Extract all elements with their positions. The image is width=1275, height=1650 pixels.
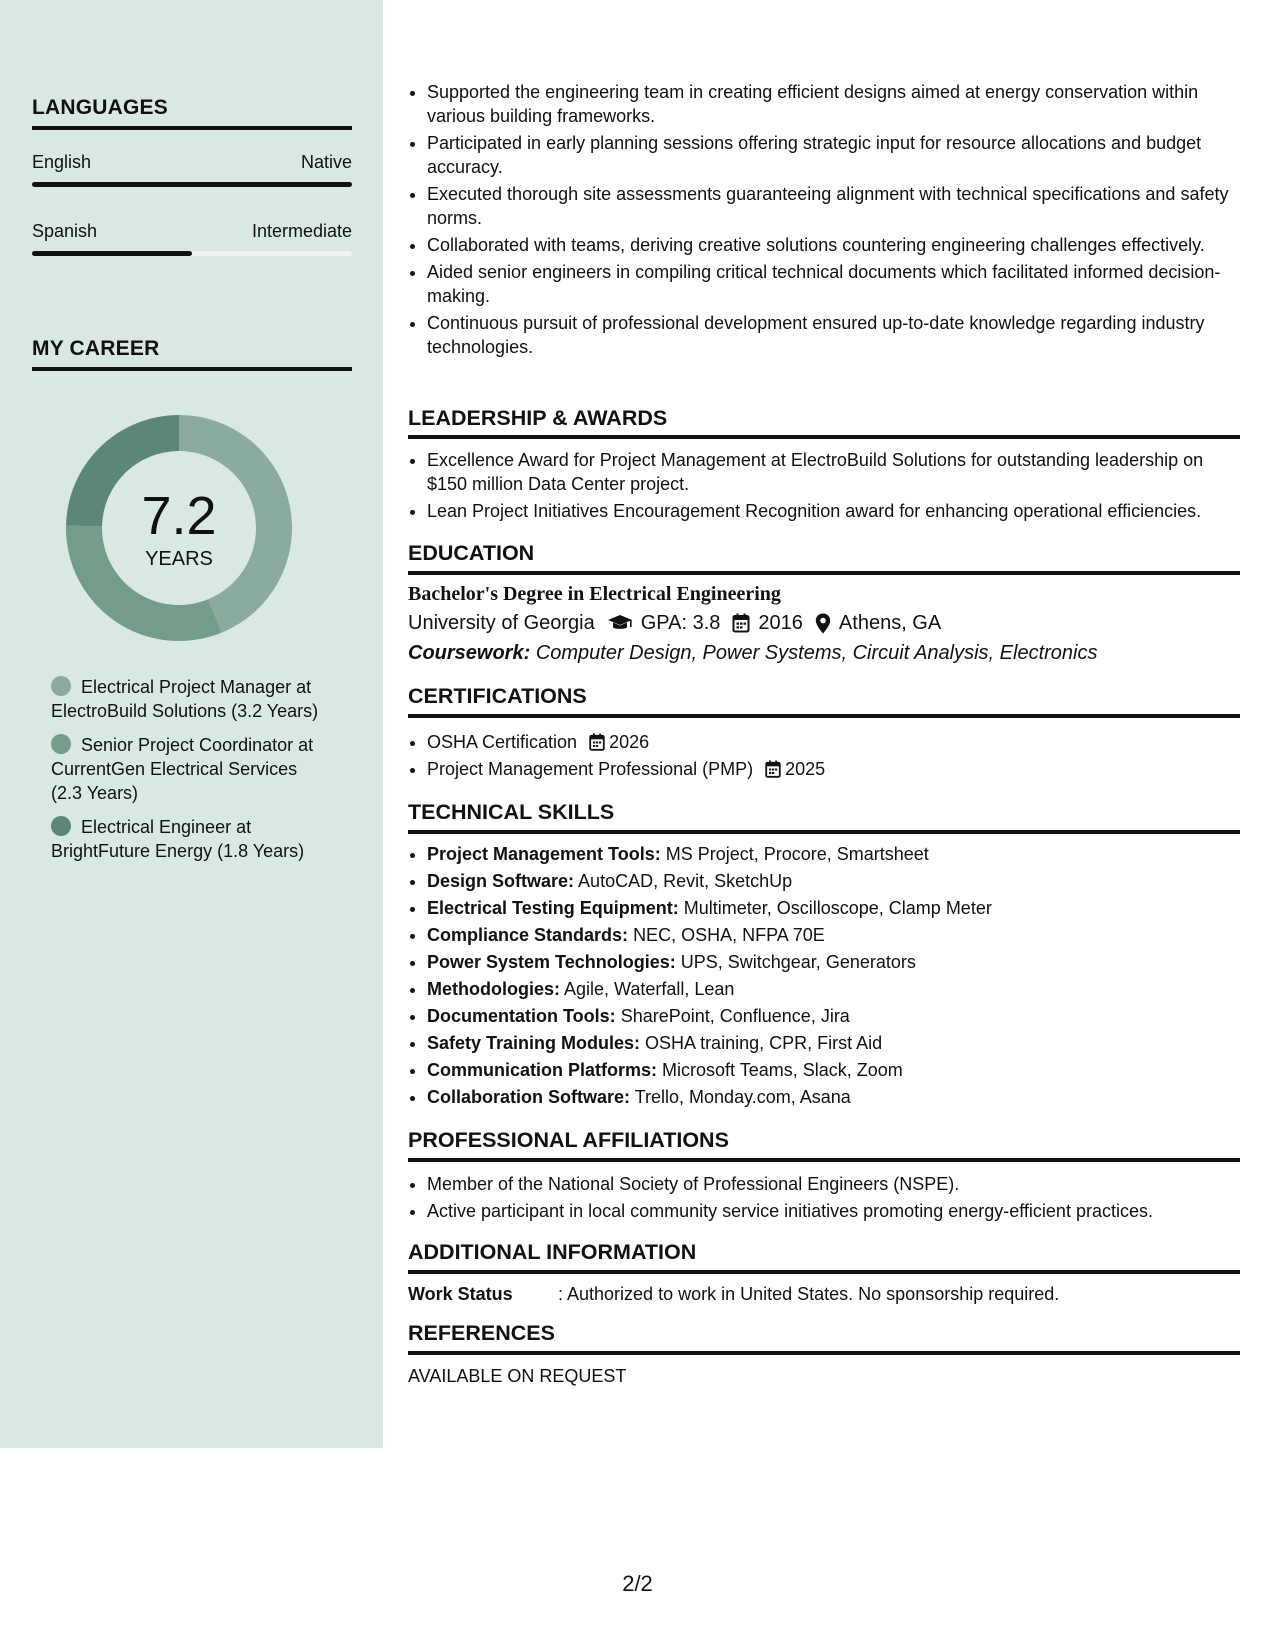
career-rule [32,367,352,371]
languages-rule [32,126,352,130]
career-list [51,675,331,873]
certification-year: 2026 [609,732,650,752]
career-item [51,815,331,863]
award-item: • Lean Project Initiatives Encouragement Recognition award for enhancing operational efficiencies. [427,499,1240,523]
experience-bullet: • Participated in early planning sessions offering strategic input for resource allocations and budget accuracy. [427,131,1240,179]
skill-label: Design Software: [427,871,575,891]
experience-bullets [408,80,1240,362]
skill-value: Trello, Monday.com, Asana [634,1087,851,1107]
award-item: • Excellence Award for Project Management at ElectroBuild Solutions for outstanding leadership on $150 million Data Center project. [427,448,1240,496]
skill-value: OSHA training, CPR, First Aid [645,1033,883,1053]
certification-year: 2025 [785,759,826,779]
language-name: English [32,152,92,172]
career-total-unit: YEARS [145,548,213,570]
skills-rule [408,830,1240,834]
education-year: 2016 [758,612,803,634]
language-proficiency-bar [32,251,352,256]
experience-bullet: • Continuous pursuit of professional development ensured up-to-date knowledge regarding industry technologies. [427,311,1240,359]
skill-label: Documentation Tools: [427,1006,616,1026]
education-degree: Bachelor's Degree in Electrical Engineering [408,583,781,605]
references-text: AVAILABLE ON REQUEST [408,1366,627,1386]
experience-bullet: • Executed thorough site assessments guaranteeing alignment with technical specifications and safety norms. [427,182,1240,230]
skill-value: Multimeter, Oscilloscope, Clamp Meter [683,898,992,918]
skill-label: Collaboration Software: [427,1087,631,1107]
career-item-text: Electrical Engineer at BrightFuture Energy (1.8 Years) [51,817,305,861]
legend-dot-icon [51,676,71,696]
skill-value: UPS, Switchgear, Generators [680,952,916,972]
career-donut-chart [66,415,292,641]
legend-dot-icon [51,816,71,836]
leadership-heading: LEADERSHIP & AWARDS [408,406,668,430]
affiliations-rule [408,1158,1240,1162]
language-level: Native [300,152,352,172]
references-rule [408,1351,1240,1355]
certifications-list [408,730,1240,784]
skill-item [427,1004,1240,1028]
skill-label: Safety Training Modules: [427,1033,641,1053]
education-details [408,611,1240,635]
work-status-value: : Authorized to work in United States. No sponsorship required. [558,1284,1060,1304]
coursework-value: Computer Design, Power Systems, Circuit Analysis, Electronics [535,642,1098,664]
references-heading: REFERENCES [408,1321,555,1345]
language-proficiency-fill [32,251,192,256]
leadership-list [408,448,1240,526]
experience-bullet: • Supported the engineering team in creating efficient designs aimed at energy conservation within various building frameworks. [427,80,1240,128]
career-item [51,675,331,723]
education-entry [408,582,1240,665]
affiliations-heading: PROFESSIONAL AFFILIATIONS [408,1128,729,1152]
skill-value: NEC, OSHA, NFPA 70E [633,925,825,945]
experience-bullet: • Aided senior engineers in compiling critical technical documents which facilitated informed decision-making. [427,260,1240,308]
education-heading: EDUCATION [408,541,535,565]
certification-item [427,757,1240,781]
skill-item [427,950,1240,974]
certification-item [427,730,1240,754]
education-coursework [408,641,1240,665]
skill-item [427,842,1240,866]
skill-label: Communication Platforms: [427,1060,658,1080]
calendar-icon [589,733,605,751]
career-donut-center [66,415,292,641]
career-item-text: Electrical Project Manager at ElectroBuild Solutions (3.2 Years) [51,677,319,721]
work-status-row [408,1282,1240,1306]
career-item-text: Senior Project Coordinator at CurrentGen Electrical Services (2.3 Years) [51,735,314,803]
language-proficiency-fill [32,182,352,187]
language-english [32,152,352,187]
career-heading: MY CAREER [32,337,160,360]
affiliations-list [408,1172,1240,1226]
certifications-heading: CERTIFICATIONS [408,684,587,708]
affiliation-item: • Member of the National Society of Professional Engineers (NSPE). [427,1172,1240,1196]
language-name: Spanish [32,221,98,241]
skill-label: Electrical Testing Equipment: [427,898,679,918]
coursework-label: Coursework: [408,642,531,664]
skill-value: Microsoft Teams, Slack, Zoom [662,1060,903,1080]
career-section [32,337,352,371]
education-location: Athens, GA [838,612,942,634]
education-rule [408,571,1240,575]
skill-item [427,1031,1240,1055]
calendar-icon [765,760,781,778]
page-number: 2/2 [622,1571,653,1596]
skill-item [427,869,1240,893]
skill-item [427,1085,1240,1109]
languages-heading: LANGUAGES [32,96,168,119]
graduation-cap-icon [607,614,633,632]
skill-item [427,1058,1240,1082]
additional-info-heading: ADDITIONAL INFORMATION [408,1240,697,1264]
skills-list [408,842,1240,1112]
leadership-rule [408,435,1240,439]
language-spanish [32,221,352,256]
career-total-years: 7.2 [141,486,217,546]
affiliation-item: • Active participant in local community service initiatives promoting energy-efficient practices. [427,1199,1240,1223]
skill-value: AutoCAD, Revit, SketchUp [578,871,793,891]
sidebar [0,0,383,1448]
certification-name: OSHA Certification [427,732,578,752]
legend-dot-icon [51,734,71,754]
skills-heading: TECHNICAL SKILLS [408,800,615,824]
location-pin-icon [815,613,831,634]
skill-label: Methodologies: [427,979,560,999]
language-proficiency-bar [32,182,352,187]
skill-item [427,923,1240,947]
languages-section [32,96,352,130]
skill-item [427,977,1240,1001]
work-status-label: Work Status [408,1284,513,1304]
skill-label: Compliance Standards: [427,925,629,945]
calendar-icon [732,613,750,633]
skill-value: Agile, Waterfall, Lean [564,979,735,999]
career-item [51,733,331,805]
skill-label: Project Management Tools: [427,844,661,864]
certifications-rule [408,714,1240,718]
skill-item [427,896,1240,920]
education-gpa: GPA: 3.8 [640,612,721,634]
language-level: Intermediate [251,221,352,241]
skill-value: SharePoint, Confluence, Jira [620,1006,850,1026]
experience-bullet: • Collaborated with teams, deriving creative solutions countering engineering challenges effectively. [427,233,1240,257]
skill-value: MS Project, Procore, Smartsheet [665,844,929,864]
certification-name: Project Management Professional (PMP) [427,759,754,779]
skill-label: Power System Technologies: [427,952,676,972]
additional-info-rule [408,1270,1240,1274]
education-school: University of Georgia [408,612,595,634]
